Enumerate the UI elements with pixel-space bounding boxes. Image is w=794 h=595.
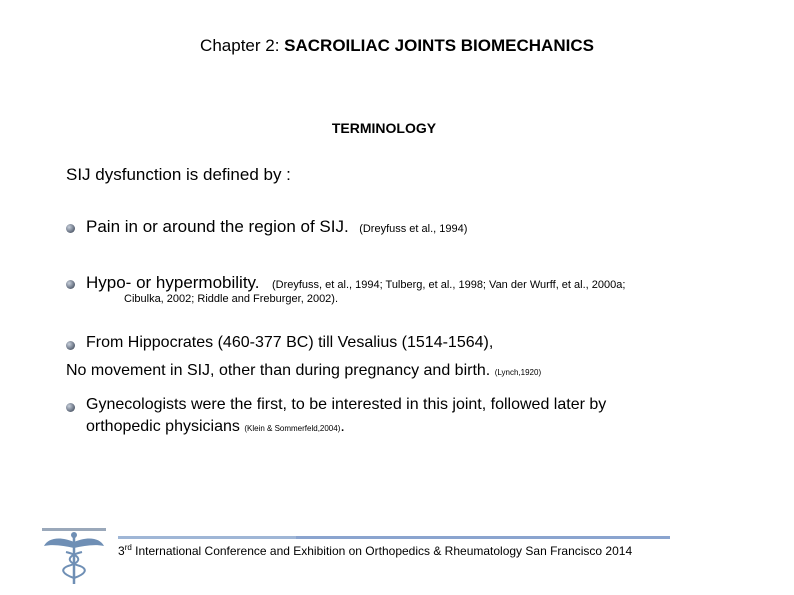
item-reference: (Dreyfuss et al., 1994): [359, 223, 468, 235]
item-reference: (Dreyfuss, et al., 1994; Tulberg, et al., 1998; Van der Wurff, et al., 2000a;: [271, 279, 626, 291]
item-reference-cont: Cibulka, 2002; Riddle and Freburger, 2002).: [124, 293, 339, 305]
item-tail: .: [340, 418, 345, 435]
list-item: Gynecologists were the first, to be interested in this joint, followed later by: [86, 396, 607, 413]
item-reference: (Klein & Sommerfeld,2004): [244, 424, 341, 433]
list-item: From Hippocrates (460-377 BC) till Vesalius (1514-1564),: [86, 334, 494, 351]
footer-rule-left: [118, 536, 296, 539]
item-text: Pain in or around the region of SIJ.: [86, 217, 349, 236]
item-text-cont: orthopedic physicians: [86, 418, 240, 435]
item-reference: (Lynch,1920): [494, 368, 542, 377]
footer-text: [118, 543, 632, 558]
footer-sup: rd: [124, 543, 132, 552]
title-main: SACROILIAC JOINTS BIOMECHANICS: [284, 36, 594, 55]
caduceus-icon: [38, 524, 110, 586]
intro-text: SIJ dysfunction is defined by :: [66, 165, 291, 184]
list-item: [86, 273, 625, 293]
bullet-icon: [66, 341, 75, 350]
item-text-cont: No movement in SIJ, other than during pregnancy and birth.: [66, 362, 491, 379]
bullet-icon: [66, 280, 75, 289]
list-item: [86, 217, 467, 237]
item-text: Hypo- or hypermobility.: [86, 273, 260, 292]
footer-ordinal: 3: [118, 544, 125, 558]
list-item-cont: [66, 362, 541, 380]
bullet-icon: [66, 403, 75, 412]
footer-rule-right: [296, 536, 670, 539]
title-prefix: Chapter 2:: [200, 36, 285, 55]
list-item-cont: [86, 418, 345, 436]
page-title: [0, 36, 794, 56]
section-heading: TERMINOLOGY: [331, 120, 437, 136]
bullet-icon: [66, 224, 75, 233]
footer-main: International Conference and Exhibition on Orthopedics & Rheumatology San Francisco 2014: [131, 544, 633, 558]
